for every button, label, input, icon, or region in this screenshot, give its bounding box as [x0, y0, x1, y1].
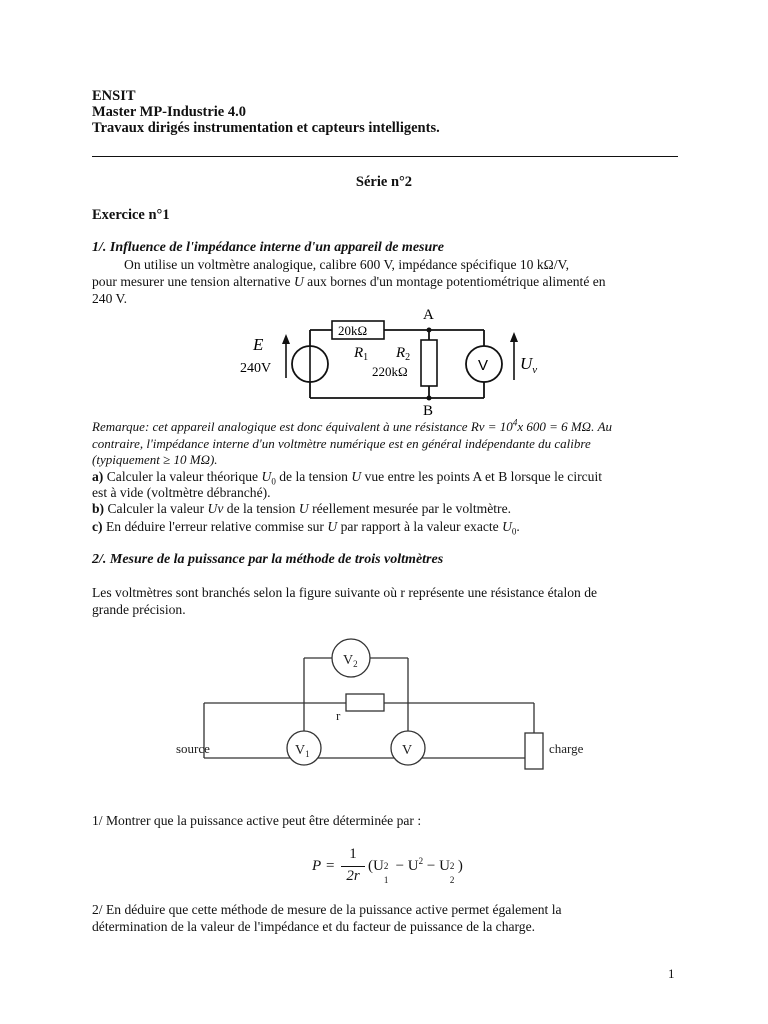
part1-title: 1/. Influence de l'impédance interne d'un appareil de mesure	[92, 240, 444, 255]
node-b-label: B	[423, 403, 434, 418]
question-b: b) Calculer la valeur Uv de la tension U réellement mesurée par le voltmètre.	[92, 501, 512, 516]
power-formula: P = 1 2r (U 2 1 − $U^2 - U$ 2 2 )	[312, 846, 463, 885]
part2-title: 2/. Mesure de la puissance par la méthode de trois voltmètres	[92, 552, 444, 567]
node-a-dot	[427, 328, 432, 333]
part2-question1: 1/ Montrer que la puissance active peut être déterminée par :	[92, 813, 422, 828]
exercice-title: Exercice n°1	[92, 207, 170, 223]
v1-label: $V_1$	[295, 743, 310, 759]
r2-resistor	[421, 340, 437, 386]
remark-line3: (typiquement ≥ 10 MΩ).	[92, 452, 218, 467]
remark-line1: Remarque: cet appareil analogique est donc équivalent à une résistance $Rv = 10^4x$ 600 = 6 MΩ. Au	[92, 417, 613, 434]
header-course: Travaux dirigés instrumentation et capteurs intelligents.	[92, 120, 440, 136]
question-a-line2: est à vide (voltmètre débranché).	[92, 485, 271, 500]
header-program: Master MP-Industrie 4.0	[92, 104, 246, 120]
uv-label: $U_v$	[520, 354, 538, 376]
r-resistor	[346, 694, 384, 711]
r-label: r	[336, 708, 341, 723]
part2-question2-line2: détermination de la valeur de l'impédance et du facteur de puissance de la charge.	[92, 919, 536, 934]
part1-intro-line1: On utilise un voltmètre analogique, calibre 600 V, impédance spécifique 10 kΩ/V,	[124, 257, 570, 272]
source-label-2: source	[176, 741, 210, 756]
page-number: 1	[668, 966, 675, 981]
charge-resistor	[525, 733, 543, 769]
voltmeter-label: V	[478, 357, 489, 374]
header-divider	[92, 156, 678, 157]
v2-label: $V_2$	[343, 653, 358, 669]
e-arrow-icon	[282, 334, 290, 344]
question-a: a) Calculer la valeur théorique $U_0$ de la tension U vue entre les points A et B lorsque le circuit	[92, 469, 603, 487]
node-b-dot	[427, 396, 432, 401]
three-voltmeter-circuit-diagram	[168, 636, 608, 796]
part2-intro-line2: grande précision.	[92, 602, 186, 617]
part1-intro-line2: pour mesurer une tension alternative U aux bornes d'un montage potentiométrique alimenté en	[92, 274, 606, 289]
source-label: E	[253, 335, 264, 354]
r1-label: $R_1$	[354, 345, 369, 363]
part1-intro-line3: 240 V.	[92, 291, 128, 306]
v-label: V	[402, 743, 413, 758]
serie-title: Série n°2	[355, 174, 413, 190]
source-value: 240V	[240, 361, 272, 376]
remark-line2: contraire, l'impédance interne d'un voltmètre numérique est en général indépendante du calibre	[92, 436, 591, 451]
header-school: ENSIT	[92, 88, 136, 104]
node-a-label: A	[423, 307, 434, 323]
r2-value: 220kΩ	[372, 364, 408, 379]
uv-arrow-icon	[510, 332, 518, 342]
question-c: c) En déduire l'erreur relative commise sur U par rapport à la valeur exacte $U_0$.	[92, 519, 520, 537]
potentiometer-circuit-diagram	[230, 306, 560, 418]
r1-value: 20kΩ	[338, 323, 368, 338]
part2-intro-line1: Les voltmètres sont branchés selon la figure suivante où r représente une résistance étalon de	[92, 585, 598, 600]
r2-label: $R_2$	[396, 345, 411, 363]
charge-label: charge	[549, 741, 584, 756]
part2-question2-line1: 2/ En déduire que cette méthode de mesure de la puissance active permet également la	[92, 902, 562, 917]
